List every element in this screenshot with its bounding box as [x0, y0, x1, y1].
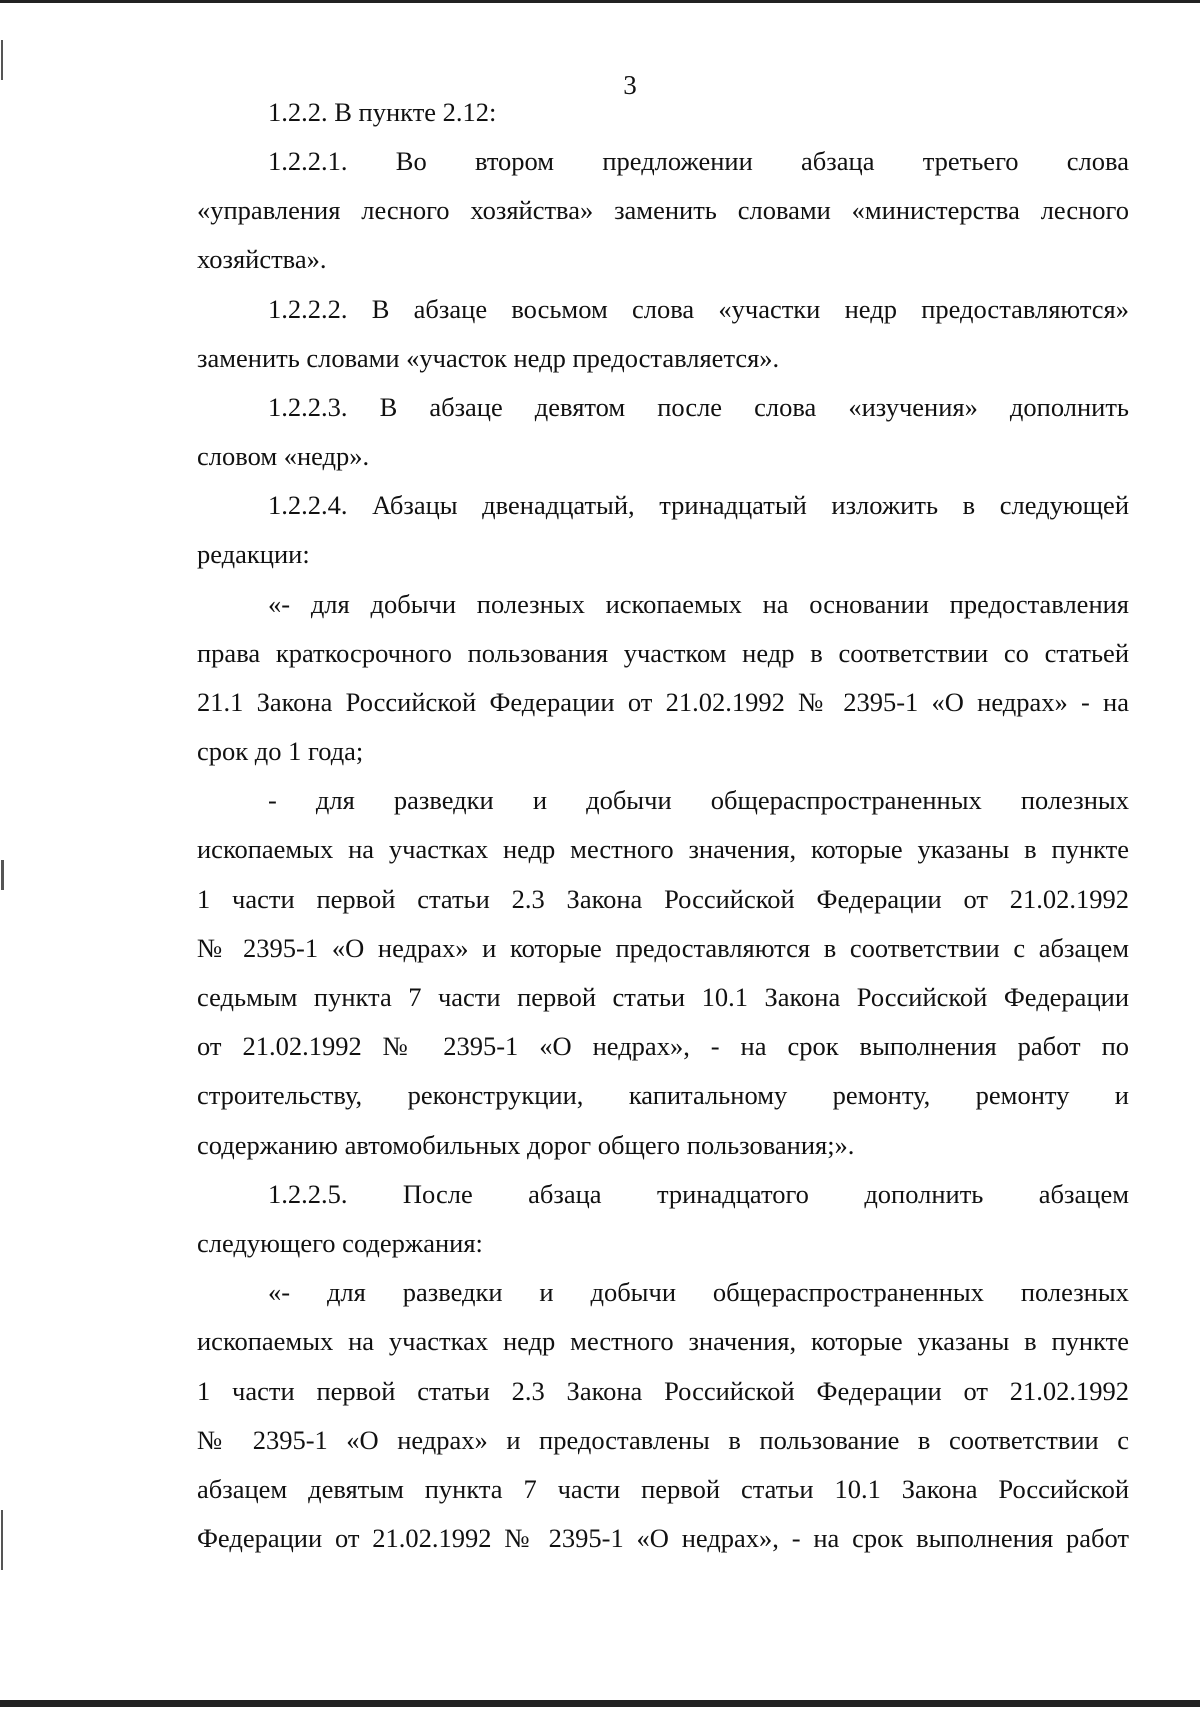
word: реконструкции, [407, 1080, 584, 1110]
text-line: седьмым пункта 7 части первой статьи 10.1 Закона Российской Федерации [197, 982, 1129, 1012]
text-line: 1.2.2.3. В абзаце девятом после слова «изучения» дополнить [268, 392, 1129, 422]
text-line: содержанию автомобильных дорог общего пользования;». [197, 1130, 855, 1160]
text-line: 21.1 Закона Российской Федерации от 21.02.1992 № 2395-1 «О недрах» - на [197, 687, 1129, 717]
text-line: 1 части первой статьи 2.3 Закона Российской Федерации от 21.02.1992 [197, 884, 1129, 914]
word: - [268, 785, 277, 815]
word: 1.2.2.1. [268, 146, 348, 176]
text-line: № 2395-1 «О недрах» и предоставлены в пользование в соответствии с [197, 1425, 1129, 1455]
text-line [268, 145, 1129, 177]
word: абзаца [528, 1179, 602, 1209]
word: для [326, 1277, 366, 1307]
text-line: 1.2.2. В пункте 2.12: [268, 97, 497, 127]
word: Во [395, 146, 427, 176]
word: полезных [1020, 1277, 1129, 1307]
text-line: заменить словами «участок недр предоставляется». [197, 343, 780, 373]
word: ремонту [975, 1080, 1070, 1110]
text-line [268, 784, 1129, 816]
text-line: 1.2.2.2. В абзаце восьмом слова «участки недр предоставляются» [268, 294, 1129, 324]
word: дополнить [864, 1179, 984, 1209]
text-line: 1.2.2.4. Абзацы двенадцатый, тринадцатый изложить в следующей [268, 490, 1129, 520]
text-line: «- для добычи полезных ископаемых на основании предоставления [268, 589, 1129, 619]
word: третьего [922, 146, 1019, 176]
text-line: 1 части первой статьи 2.3 Закона Российской Федерации от 21.02.1992 [197, 1376, 1129, 1406]
word: слова [1066, 146, 1129, 176]
text-line [197, 1079, 1129, 1111]
text-line: хозяйства». [197, 244, 327, 274]
word: ремонту, [832, 1080, 931, 1110]
word: 1.2.2.5. [268, 1179, 348, 1209]
text-line: срок до 1 года; [197, 736, 364, 766]
scan-bottom-edge [0, 1700, 1200, 1707]
text-line: словом «недр». [197, 441, 370, 471]
word: общераспространенных [712, 1277, 984, 1307]
text-line: № 2395-1 «О недрах» и которые предоставляются в соответствии с абзацем [197, 933, 1129, 963]
word: предложении [602, 146, 753, 176]
word: и [1114, 1080, 1129, 1110]
word: и [532, 785, 547, 815]
word: полезных [1020, 785, 1129, 815]
word: и [539, 1277, 554, 1307]
word: тринадцатого [656, 1179, 809, 1209]
word: абзаца [801, 146, 875, 176]
text-line: ископаемых на участках недр местного значения, которые указаны в пункте [197, 1326, 1129, 1356]
scan-top-edge [0, 0, 1200, 3]
text-line [268, 1276, 1129, 1308]
text-line: права краткосрочного пользования участком недр в соответствии со статьей [197, 638, 1129, 668]
text-line: следующего содержания: [197, 1228, 483, 1258]
text-line: редакции: [197, 539, 310, 569]
text-line [268, 1178, 1129, 1210]
word: для [315, 785, 355, 815]
word: общераспространенных [710, 785, 982, 815]
word: разведки [402, 1277, 503, 1307]
word: капитальному [628, 1080, 788, 1110]
word: добычи [586, 785, 672, 815]
word: разведки [393, 785, 494, 815]
word: «- [268, 1277, 291, 1307]
text-line: «управления лесного хозяйства» заменить словами «министерства лесного [197, 195, 1129, 225]
scan-margin-mark [1, 860, 4, 890]
text-line: от 21.02.1992 № 2395-1 «О недрах», - на срок выполнения работ по [197, 1031, 1129, 1061]
word: абзацем [1038, 1179, 1129, 1209]
scan-margin-mark [1, 1510, 3, 1570]
text-line: абзацем девятым пункта 7 части первой статьи 10.1 Закона Российской [197, 1474, 1129, 1504]
page-number: 3 [623, 70, 637, 100]
word: втором [474, 146, 555, 176]
word: строительству, [197, 1080, 363, 1110]
text-line: ископаемых на участках недр местного значения, которые указаны в пункте [197, 834, 1129, 864]
word: После [402, 1179, 473, 1209]
word: добычи [590, 1277, 676, 1307]
text-line: Федерации от 21.02.1992 № 2395-1 «О недрах», - на срок выполнения работ [197, 1523, 1129, 1553]
